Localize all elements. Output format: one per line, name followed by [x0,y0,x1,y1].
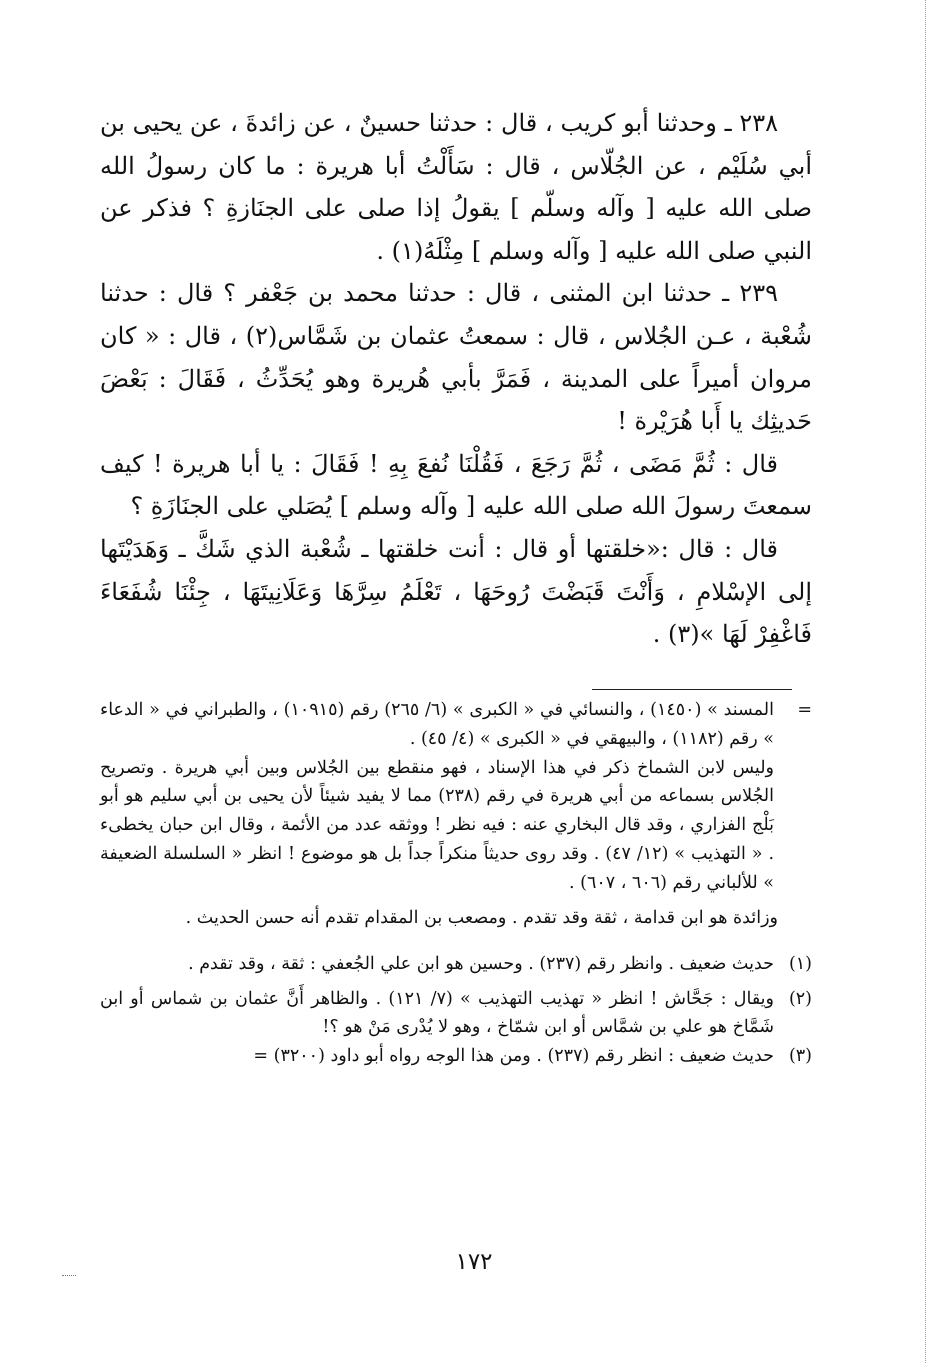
footnote-3-body [100,1042,774,1071]
main-text-body [100,102,812,656]
footnote-3-text: حديث ضعيف : انظر رقم (٢٣٧) . ومن هذا الوجه رواه أبو داود (٣٢٠٠) = [253,1046,774,1067]
footnote-continuation [100,696,812,898]
footnote-continuation-text-2: وليس لابن الشماخ ذكر في هذا الإسناد ، فهو منقطع بين الجُلاس وبين أبي هريرة . وتصريح الجُلاس بسماعه من أبي هريرة في رقم (٢٣٨) مما لا يفيد شيئاً لأن يحيى بن أبي سليم هو أبو بَلْج الفزاري ، وقد قال البخاري عنه : فيه نظر ! ووثقه عدد من الأئمة ، وقال ابن حبان يخطىء . « التهذيب » (١٢/ ٤٧) . وقد روى حديثاً منكراً جداً بل هو موضوع ! انظر « السلسلة الضعيفة » للألباني رقم (٦٠٦ ، ٦٠٧) . [100,757,775,893]
footnote-3-marker: (٣) [788,1046,812,1067]
hadith-239-supplication-paragraph: قال : قال :«خلقتها أو قال : أنت خلقتها ـ شُعْبة الذي شَكَّ ـ وَهَدَيْتَها إلى الإسْلامِ ، وَأَنْتَ قَبَضْتَ رُوحَهَا ، تَعْلَمُ سِرَّهَا وَعَلَانِيتَهَا ، جِئْنَا شُفَعَاءَ فَاغْفِرْ لَهَا »(٣) . [100,534,812,649]
footnote-2-body [100,985,774,1043]
footnote-continuation-body [100,696,774,898]
scan-artifact-mark [62,1275,76,1276]
hadith-238-paragraph: ٢٣٨ ـ وحدثنا أبو كريب ، قال : حدثنا حسينٌ ، عن زائدةَ ، عن يحيى بن أبي سُلَيْم ، عن الجُلّاس ، قال : سَأَلْتُ أبا هريرة : ما كان رسولُ الله صلى الله عليه [ وآله وسلّم ] يقولُ إذا صلى على الجنَازةِ ؟ فذكر عن النبي صلى الله عليه [ وآله وسلم ] مِثْلَهُ(١) . [100,109,812,265]
footnote-2-text: ويقال : جَحَّاش ! انظر « تهذيب التهذيب » (٧/ ١٢١) . والظاهر أَنَّ عثمان بن شماس أو ابن شَمَّاخ هو علي بن شمَّاس أو ابن شمّاخ ، وهو لا يُدْرى مَنْ هو ؟! [100,988,774,1038]
footnotes-section [100,696,812,1071]
footnote-1 [100,950,812,979]
footnote-continuation-text-3: وزائدة هو ابن قدامة ، ثقة وقد تقدم . ومصعب بن المقدام تقدم أنه حسن الحديث . [185,907,778,928]
footnote-separator-rule [592,689,792,690]
scan-edge-line [925,0,926,1363]
footnote-2 [100,985,812,1043]
footnote-continuation-text: المسند » (١٤٥٠) ، والنسائي في « الكبرى » (٦/ ٢٦٥) رقم (١٠٩١٥) ، والطبراني في « الدعاء » رقم (١١٨٢) ، والبيهقي في « الكبرى » (٤/ ٤٥) . [100,700,774,749]
footnote-continuation-marker: = [797,700,812,720]
page-number: ١٧٢ [455,1249,493,1275]
footnote-1-text: حديث ضعيف . وانظر رقم (٢٣٧) . وحسين هو ابن علي الجُعفي : ثقة ، وقد تقدم . [188,953,774,974]
hadith-239-continuation-paragraph: قال : ثُمَّ مَضَى ، ثُمَّ رَجَعَ ، فَقُلْنَا نُفعَ بِهِ ! فَقَالَ : يا أبا هريرة ! كيف سمعتَ رسولَ الله صلى الله عليه [ وآله وسلم ] يُصَلي على الجنَازَةِ ؟ [100,449,812,521]
hadith-239-paragraph: ٢٣٩ ـ حدثنا ابن المثنى ، قال : حدثنا محمد بن جَعْفر ؟ قال : حدثنا شُعْبة ، عـن الجُلاس ، قال : سمعتُ عثمان بن شَمَّاس(٢) ، قال : « كان مروان أميراً على المدينة ، فَمَرَّ بأبي هُريرة وهو يُحَدِّثُ ، فَقَالَ : بَعْضَ حَديثِك يا أَبا هُرَيْرة ! [100,279,812,436]
footnote-1-marker: (١) [788,953,812,974]
footnote-1-body [100,950,774,979]
footnote-3 [100,1042,812,1071]
footnote-2-marker: (٢) [788,988,812,1009]
